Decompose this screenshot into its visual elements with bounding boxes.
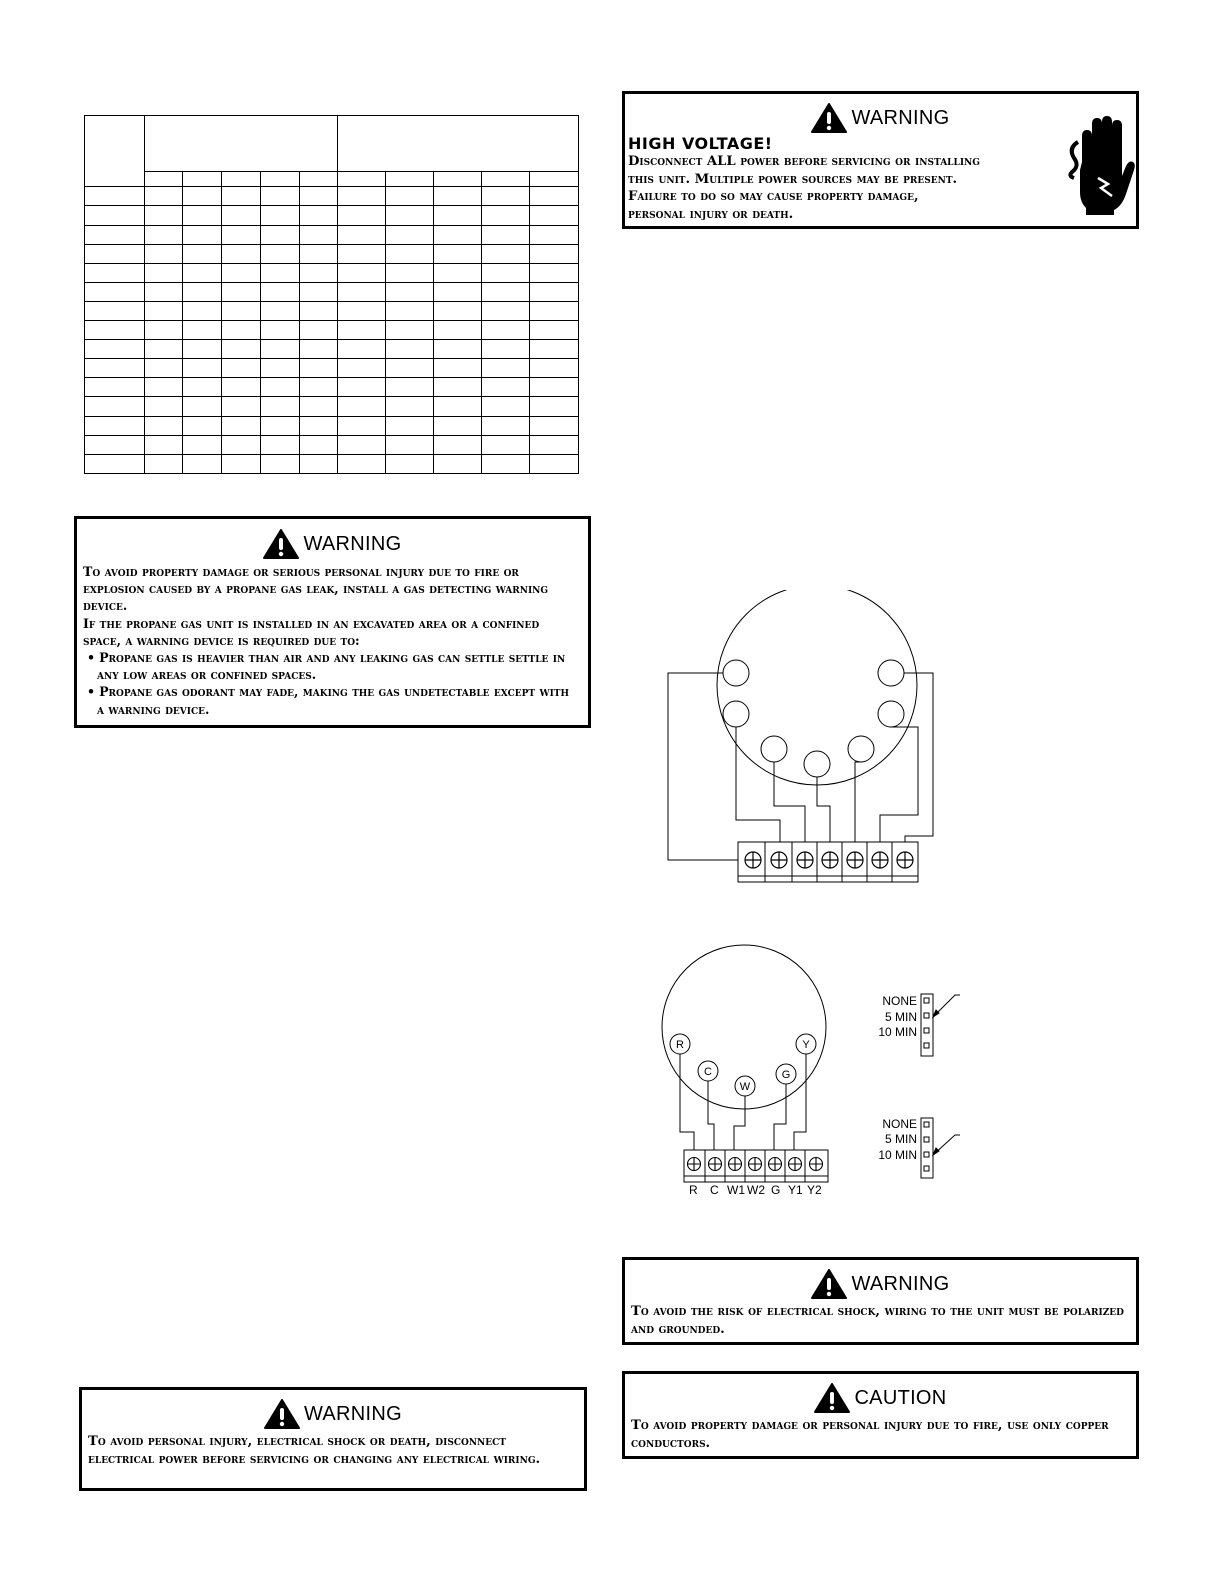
- wire: [794, 1054, 806, 1152]
- board-terminal-label: G: [771, 1183, 781, 1197]
- board-terminal-label: C: [710, 1183, 719, 1197]
- high-voltage-title: HIGH VOLTAGE!: [628, 134, 773, 153]
- thermostat-wiring-diagram-2: [660, 935, 960, 1205]
- fan-delay-jumper-top: [878, 994, 917, 1039]
- table-row: [85, 397, 579, 416]
- warning-text-line: personal injury or death.: [628, 206, 794, 222]
- board-terminal-label: Y2: [807, 1183, 822, 1197]
- table-row: [85, 301, 579, 320]
- polarized-warning-box: [622, 1257, 1139, 1345]
- terminal-label: W: [739, 1081, 751, 1093]
- terminal-circle: [878, 660, 904, 686]
- warning-heading: WARNING: [303, 532, 402, 555]
- warning-text-paragraph: If the propane gas unit is installed in an excavated area or a confined space, a warning device is required due to:: [83, 615, 540, 648]
- warning-text-paragraph: To avoid property damage or serious personal injury due to fire or explosion caused by a propane gas leak, install a gas detecting warning device.: [83, 564, 549, 614]
- terminal-label: R: [676, 1039, 684, 1051]
- jumper-option-label: 5 MIN: [884, 1010, 917, 1024]
- table-row: [85, 321, 579, 340]
- fan-delay-jumper-bottom: [878, 1117, 917, 1162]
- jumper-option-label: 5 MIN: [884, 1132, 917, 1146]
- board-terminal-label: R: [689, 1183, 698, 1197]
- warning-triangle-icon: [811, 103, 847, 133]
- warning-heading: WARNING: [303, 1402, 403, 1425]
- terminal-circle: [848, 736, 874, 762]
- list-item: • Propane gas odorant may fade, making the gas undetectable except with a warning device.: [83, 683, 580, 717]
- wire: [708, 1081, 714, 1152]
- warning-text-line: Failure to do so may cause property damage,: [628, 189, 919, 204]
- thermostat-wiring-diagram-1: [660, 590, 940, 885]
- jumper-option-label: 10 MIN: [878, 1148, 917, 1162]
- warning-triangle-icon: [263, 529, 299, 559]
- table-row: [85, 206, 579, 225]
- terminal-label: G: [781, 1069, 791, 1081]
- wire: [736, 727, 780, 848]
- table-header-cell: [85, 116, 145, 187]
- warning-text: To avoid the risk of electrical shock, wiring to the unit must be polarized and grounded.: [631, 1304, 1124, 1337]
- warning-heading: WARNING: [851, 1272, 950, 1295]
- table-row: [85, 263, 579, 282]
- table-row: [85, 225, 579, 244]
- terminal-circle: [761, 736, 787, 762]
- thermostat-base-circle: [717, 590, 917, 785]
- table-row: [85, 435, 579, 454]
- terminal-circle: [723, 660, 749, 686]
- pipe-sizing-table: [84, 115, 579, 474]
- caution-heading: CAUTION: [854, 1386, 947, 1409]
- table-row: [85, 378, 579, 397]
- wire: [680, 1054, 694, 1152]
- wire: [668, 673, 740, 860]
- warning-triangle-icon: [811, 1269, 847, 1299]
- caution-triangle-icon: [814, 1383, 850, 1413]
- wire: [734, 1096, 745, 1152]
- table-row: [85, 340, 579, 359]
- terminal-label: Y: [802, 1039, 810, 1051]
- warning-text: To avoid personal injury, electrical shock or death, disconnect electrical power before servicing or changing any electrical wiring.: [88, 1434, 541, 1467]
- high-voltage-warning-box: [622, 91, 1139, 229]
- propane-warning-box: [74, 516, 591, 728]
- wire: [817, 777, 830, 848]
- table-header-cell: [145, 116, 338, 172]
- electric-shock-hand-icon: [1068, 114, 1136, 216]
- table-row: [85, 187, 579, 206]
- table-row: [85, 359, 579, 378]
- board-terminal-label: W1: [727, 1183, 745, 1197]
- table-row: [85, 454, 579, 473]
- warning-text-line: this unit. Multiple power sources may be present.: [628, 171, 958, 187]
- terminal-circle: [878, 701, 904, 727]
- terminal-label: C: [704, 1066, 712, 1078]
- caution-text: To avoid property damage or personal injury due to fire, use only copper conductors.: [631, 1418, 1109, 1451]
- list-item: • Propane gas is heavier than air and any leaking gas can settle settle in any low areas or confined spaces.: [83, 649, 580, 683]
- wire: [774, 1084, 786, 1152]
- warning-bullet-list: [83, 649, 580, 718]
- table-row: [85, 416, 579, 435]
- jumper-option-label: NONE: [882, 1117, 917, 1131]
- table-row: [85, 282, 579, 301]
- board-terminal-label: Y1: [788, 1183, 803, 1197]
- warning-heading: WARNING: [851, 106, 950, 129]
- jumper-option-label: NONE: [882, 994, 917, 1008]
- disconnect-warning-box: [79, 1387, 587, 1491]
- wire: [880, 727, 918, 848]
- terminal-circle: [723, 701, 749, 727]
- copper-caution-box: [622, 1371, 1139, 1459]
- warning-text-line: Disconnect ALL power before servicing or installing: [628, 154, 980, 169]
- terminal-circle: [804, 751, 830, 777]
- warning-triangle-icon: [264, 1399, 300, 1429]
- table-row: [85, 244, 579, 263]
- board-terminal-label: W2: [747, 1183, 765, 1197]
- table-header-cell: [338, 116, 579, 172]
- wire: [774, 762, 805, 848]
- jumper-option-label: 10 MIN: [878, 1025, 917, 1039]
